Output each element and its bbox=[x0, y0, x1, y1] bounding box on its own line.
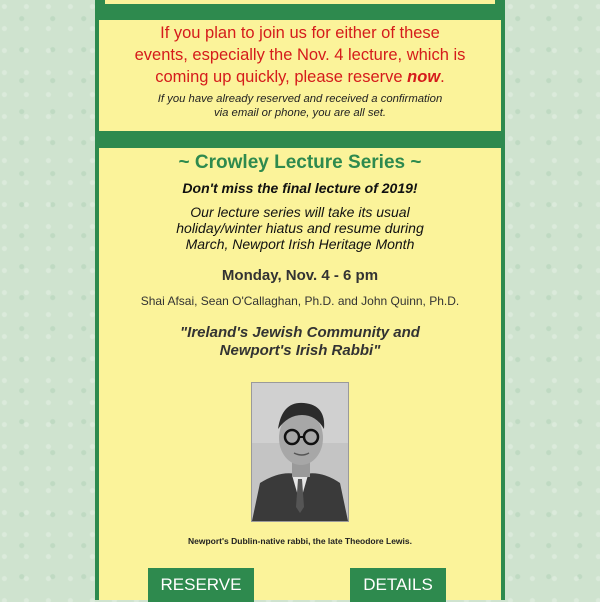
divider-bar bbox=[95, 10, 505, 20]
portrait-image bbox=[252, 383, 348, 521]
lecture-section bbox=[95, 150, 505, 546]
reservation-notice bbox=[95, 22, 505, 120]
rabbi-portrait-photo bbox=[251, 382, 349, 522]
tagline: Don't miss the final lecture of 2019! bbox=[182, 180, 418, 196]
details-button[interactable]: DETAILS bbox=[350, 568, 446, 602]
hiatus-note: Our lecture series will take its usual holiday/winter hiatus and resume during March, Newport Irish Heritage Month bbox=[176, 204, 424, 252]
now-emphasis: now bbox=[407, 68, 441, 86]
reserve-button[interactable]: RESERVE bbox=[148, 568, 254, 602]
series-title: ~ Crowley Lecture Series ~ bbox=[178, 152, 422, 173]
lecture-speakers: Shai Afsai, Sean O'Callaghan, Ph.D. and John Quinn, Ph.D. bbox=[140, 294, 460, 308]
notice-subtext: If you have already reserved and received a confirmation via email or phone, you are all set. bbox=[157, 93, 443, 119]
newsletter-column bbox=[95, 0, 505, 600]
section-divider-bar bbox=[95, 131, 505, 148]
lecture-datetime: Monday, Nov. 4 - 6 pm bbox=[221, 267, 379, 284]
photo-caption: Newport's Dublin-native rabbi, the late Theodore Lewis. bbox=[188, 536, 412, 546]
top-divider bbox=[95, 0, 505, 10]
lecture-title: "Ireland's Jewish Community and Newport's Irish Rabbi" bbox=[180, 324, 420, 359]
notice-text: If you plan to join us for either of these events, especially the Nov. 4 lecture, which is coming up quickly, please reserve now. bbox=[134, 24, 466, 86]
